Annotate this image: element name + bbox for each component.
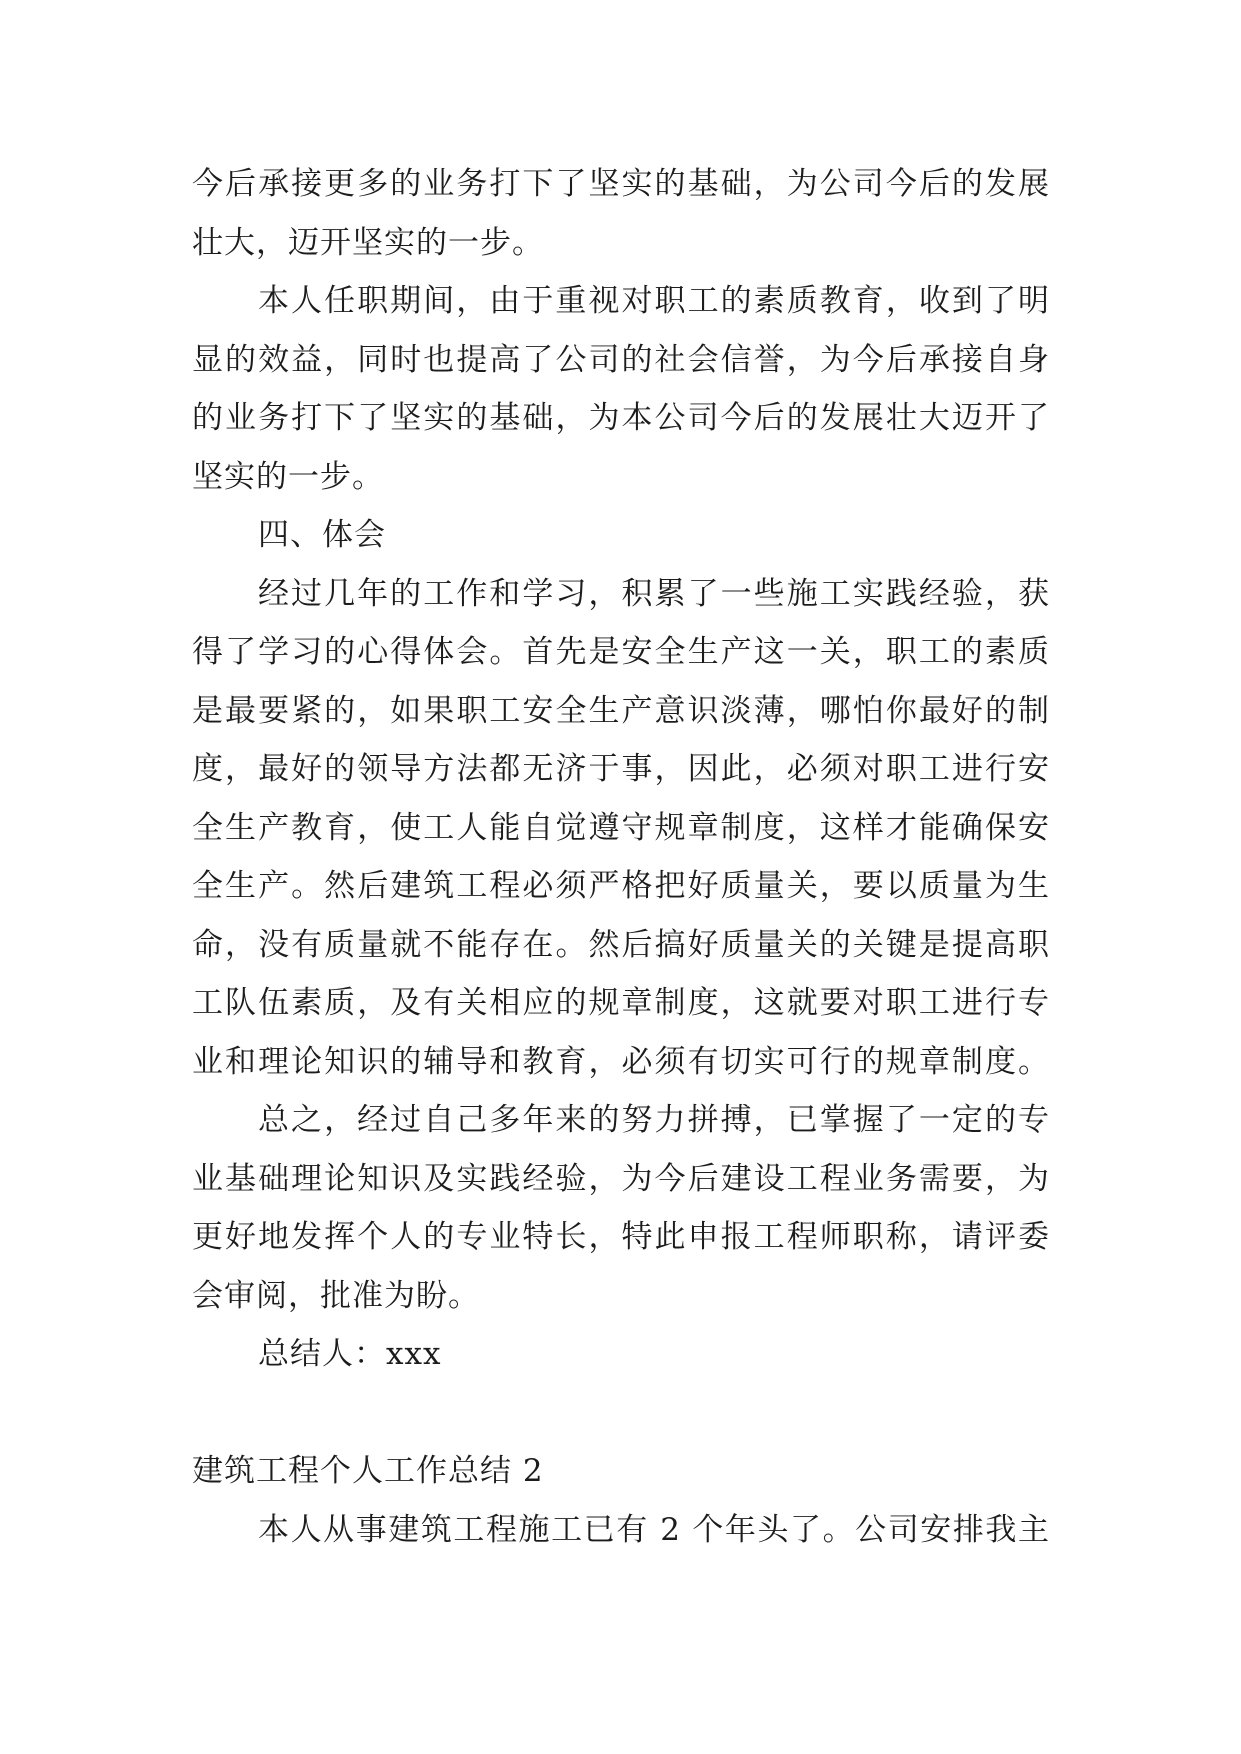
section-heading: 四、体会 — [258, 517, 386, 553]
body-line: 显的效益，同时也提高了公司的社会信誉，为今后承接自身 — [192, 341, 1050, 378]
body-line: 经过几年的工作和学习，积累了一些施工实践经验，获 — [258, 575, 1050, 612]
body-line: 全生产教育，使工人能自觉遵守规章制度，这样才能确保安 — [192, 809, 1050, 846]
signature-line: 总结人：xxx — [258, 1336, 442, 1372]
body-line: 度，最好的领导方法都无济于事，因此，必须对职工进行安 — [192, 751, 1050, 787]
body-line: 壮大，迈开坚实的一步。 — [192, 224, 544, 261]
body-line: 业和理论知识的辅导和教育，必须有切实可行的规章制度。 — [192, 1043, 1050, 1080]
body-line: 本人任职期间，由于重视对职工的素质教育，收到了明 — [258, 283, 1050, 319]
body-line: 得了学习的心得体会。首先是安全生产这一关，职工的素质 — [192, 634, 1050, 670]
document-page — [192, 155, 1050, 1559]
body-line: 是最要紧的，如果职工安全生产意识淡薄，哪怕你最好的制 — [192, 692, 1050, 729]
body-line: 全生产。然后建筑工程必须严格把好质量关，要以质量为生 — [192, 868, 1050, 904]
body-line: 本人从事建筑工程施工已有 2 个年头了。公司安排我主 — [258, 1511, 1050, 1548]
blank-line — [192, 1384, 1050, 1443]
body-line: 业基础理论知识及实践经验，为今后建设工程业务需要，为 — [192, 1160, 1050, 1197]
body-line: 更好地发挥个人的专业特长，特此申报工程师职称，请评委 — [192, 1219, 1050, 1255]
body-line: 今后承接更多的业务打下了坚实的基础，为公司今后的发展 — [192, 166, 1050, 202]
body-line: 工队伍素质，及有关相应的规章制度，这就要对职工进行专 — [192, 985, 1050, 1021]
body-line: 的业务打下了坚实的基础，为本公司今后的发展壮大迈开了 — [192, 400, 1050, 436]
body-line: 会审阅，批准为盼。 — [192, 1277, 480, 1314]
section-title: 建筑工程个人工作总结 2 — [192, 1453, 544, 1489]
body-line: 坚实的一步。 — [192, 458, 384, 495]
body-line: 命，没有质量就不能存在。然后搞好质量关的关键是提高职 — [192, 926, 1050, 963]
body-line: 总之，经过自己多年来的努力拼搏，已掌握了一定的专 — [258, 1102, 1050, 1138]
